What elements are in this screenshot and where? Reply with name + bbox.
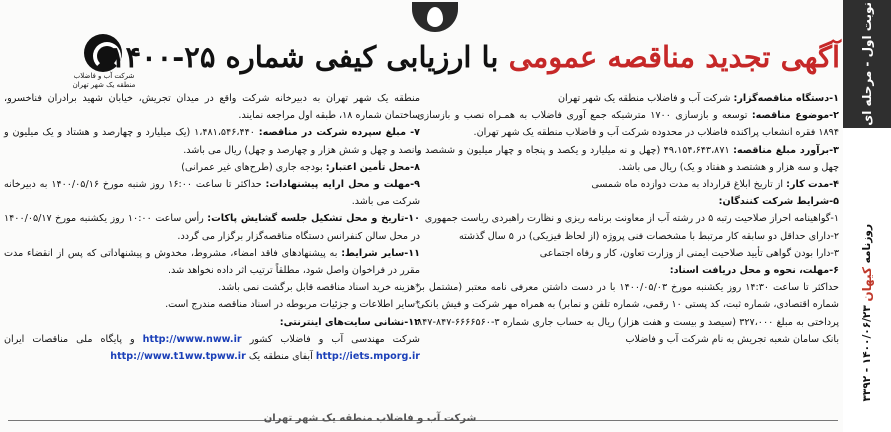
title-part-1: آگهی تجدید مناقصه عمومی [508,40,840,74]
item-6-continued: منطقه یک شهر تهران به دبیرخانه شرکت واقع در میدان تجریش، خیابان شهید برادران فناخسرو، ساختمان شماره ۱۸، طبقه اول مراجعه نمایند. [4,93,420,122]
logo-line-1: شرکت آب و فاضلاب [73,72,135,80]
item-5-1: ۱-گواهینامه احراز صلاحیت رتبه ۵ در رشته آب از معاونت برنامه ریزی و نظارت راهبردی ریاست جمهوری [424,213,839,225]
item-10: ۱۰-تاریخ و محل تشکیل جلسه گشایش پاکات: رأس ساعت ۱۰:۰۰ روز یکشنبه مورخ ۱۴۰۰/۰۵/۱۷ در محل سالن کنفرانس دستگاه مناقصه‌گزار برگزار می گردد. [4,213,421,242]
item-12: ۱۲-نشانی سایت‌های اینترنتی: [279,316,420,328]
item-6-body: حداکثر تا ساعت ۱۴:۳۰ روز یکشنبه مورخ ۱۴۰۰/۰۵/۰۳ با در دست داشتن معرفی نامه معتبر (مشتمل بر شماره اقتصادی، شماره ثبت، کد پستی ۱۰ رقمی، شماره تلفن و نمابر) به همراه مهر شرکت و فیش بانکی پرداختی به مبلغ ۳۲۷،۰۰۰ (سیصد و بیست و هفت هزار) ریال به حساب جاری شماره ۳-۶۶۶۶۵۶۰-۸۴۷-۸۴۷ بانک سامان شعبه تجریش به نام شرکت آب و فاضلاب [417,282,839,345]
link-nww[interactable]: http://www.nww.ir [142,333,242,345]
round-tab [843,0,891,128]
water-drop-icon [427,7,443,27]
water-drop-emblem [412,2,458,32]
item-11: ۱۱-سایر شرایط: به پیشنهادهای فاقد امضاء، مشروط، مخدوش و پیشنهاداتی که پس از انقضاء مدت مقرر در فراخوان واصل شود، مطلقاً ترتیب اثر داده نخواهد شد. [4,247,420,277]
item-12-links: شرکت مهندسی آب و فاضلاب کشور http://www.nww.ir و پایگاه ملی مناقصات ایران http://iets.mporg.ir آبفای منطقه یک http://www.t1ww.tpww.ir [4,333,420,363]
footer-text: شرکت آب و فاضلاب منطقه یک شهر تهران [263,413,477,424]
title-part-2: با ارزیابی کیفی شماره ۲۵-۱۴۰۰ [109,40,499,74]
right-rail [843,0,891,432]
link-t1ww[interactable]: http://www.t1ww.tpww.ir [110,351,246,363]
item-8: ۸-محل تأمین اعتبار: بودجه جاری (طرح‌های غیر عمرانی) [181,161,420,173]
item-7: ۷- مبلغ سپرده شرکت در مناقصه: ۱،۴۸۱،۵۴۶،۴۴۰ (یک میلیارد و چهارصد و هشتاد و یک میلیون و پانصد و چهل و شش هزار و چهارصد و چهل) ریال می باشد. [4,127,420,156]
item-5-2: ۲-دارای حداقل دو سابقه کار مرتبط با مشخصات فنی پروژه (از لحاظ فیزیکی) در ۵ سال گذشته [458,230,839,242]
item-4: ۴-مدت کار: از تاریخ ابلاغ قرارداد به مدت دوازده ماه شمسی [591,179,839,191]
page-title [109,40,840,74]
publication-info [849,200,885,425]
item-5-3: ۳-دارا بودن گواهی تأیید صلاحیت ایمنی از وزارت تعاون، کار و رفاه اجتماعی [539,247,839,259]
newspaper-label: روزنامه [861,223,873,264]
newspaper-name: کیهان [860,266,874,302]
item-9: ۹-مهلت و محل ارایه پیشنهادات: حداکثر تا ساعت ۱۶:۰۰ روز شنبه مورخ ۱۴۰۰/۰۵/۱۶ به دبیرخانه شرکت می باشد. [4,179,420,208]
item-11-b: *سایر اطلاعات و جزئیات مربوطه در اسناد مناقصه مندرج است. [165,299,420,311]
item-3: ۳-برآورد مبلغ مناقصه: ۴۹،۱۵۴،۶۴۳،۸۷۱ (چهل و نه میلیارد و یکصد و پنجاه و چهار میلیون و ششصد و چهل و سه هزار و هشتصد و هفتاد و یک) ریال می باشد. [417,144,839,173]
left-column [4,90,420,365]
item-1: ۱-دستگاه مناقصه‌گزار: شرکت آب و فاضلاب منطقه یک شهر تهران [558,93,839,104]
link-iets[interactable]: http://iets.mporg.ir [315,351,420,363]
item-2: ۲-موضوع مناقصه: توسعه و بازسازی ۱۷۰۰ مترشبکه جمع آوری فاضلاب به همـراه نصب و بازسازی ۱۸۹۴ فقره انشعاب پراکنده فاضلاب در محدوده شرکت آب و فاضلاب منطقه یک شهر تهران. [417,110,840,139]
item-5: ۵-شرایط شرکت کنندگان: [718,196,839,208]
logo-line-2: منطقه یک شهر تهران [72,81,136,89]
right-column [417,90,839,348]
item-11-a: *هزینه خرید اسناد مناقصه قابل برگشت نمی باشد. [218,282,420,294]
round-label: نوبت اول - مرحله ای [860,2,874,126]
publication-date: ۱۴۰۰/۰۶/۲۳ - ۳۳۹۲ [861,304,873,402]
item-6: ۶-مهلت، نحوه و محل دریافت اسناد: [669,265,839,277]
